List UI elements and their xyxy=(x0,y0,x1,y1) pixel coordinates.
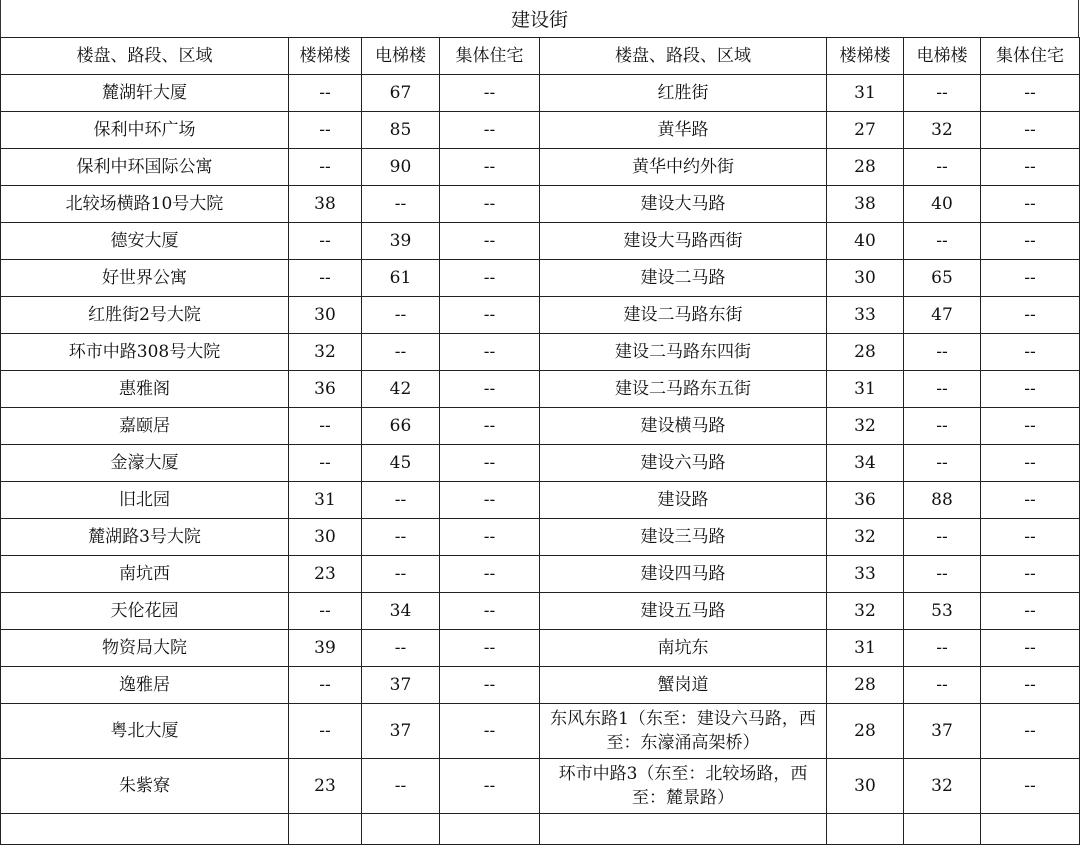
table-cell xyxy=(981,814,1080,845)
table-cell: -- xyxy=(289,260,362,297)
table-row xyxy=(1,759,1080,814)
table-cell: 黄华路 xyxy=(540,112,827,149)
table-cell xyxy=(904,814,981,845)
table-cell: 37 xyxy=(362,667,440,704)
table-cell: 34 xyxy=(827,445,904,482)
table-row xyxy=(1,814,1080,845)
table-cell: -- xyxy=(289,704,362,759)
table-cell: 38 xyxy=(289,186,362,223)
table-cell: 建设二马路东四街 xyxy=(540,334,827,371)
table-row xyxy=(1,519,1080,556)
table-cell: -- xyxy=(981,445,1080,482)
table-cell: 28 xyxy=(827,334,904,371)
table-cell: 环市中路308号大院 xyxy=(1,334,289,371)
table-cell: 建设二马路东五街 xyxy=(540,371,827,408)
table-cell xyxy=(362,814,440,845)
table-row xyxy=(1,75,1080,112)
table-cell: 90 xyxy=(362,149,440,186)
table-cell: -- xyxy=(440,149,540,186)
table-cell: 嘉颐居 xyxy=(1,408,289,445)
header-cell: 楼盘、路段、区域 xyxy=(540,38,827,75)
table-cell: -- xyxy=(981,371,1080,408)
table-cell: 31 xyxy=(827,371,904,408)
table-cell: 德安大厦 xyxy=(1,223,289,260)
table-cell: -- xyxy=(440,334,540,371)
header-cell: 电梯楼 xyxy=(362,38,440,75)
table-row xyxy=(1,408,1080,445)
table-row xyxy=(1,297,1080,334)
table-cell: 40 xyxy=(827,223,904,260)
table-cell: 23 xyxy=(289,556,362,593)
table-cell: 36 xyxy=(827,482,904,519)
table-cell: -- xyxy=(440,482,540,519)
header-row xyxy=(1,38,1080,75)
table-cell: -- xyxy=(904,519,981,556)
table-cell: 88 xyxy=(904,482,981,519)
table-cell: -- xyxy=(440,260,540,297)
table-cell: -- xyxy=(981,759,1080,814)
table-cell xyxy=(540,814,827,845)
table-cell: 红胜街 xyxy=(540,75,827,112)
table-cell: 31 xyxy=(827,630,904,667)
table-cell: -- xyxy=(289,223,362,260)
table-cell: 45 xyxy=(362,445,440,482)
table-cell: 31 xyxy=(827,75,904,112)
table-cell xyxy=(1,814,289,845)
table-cell: 南坑东 xyxy=(540,630,827,667)
table-cell xyxy=(289,814,362,845)
table-cell: 北较场横路10号大院 xyxy=(1,186,289,223)
table-row xyxy=(1,556,1080,593)
table-cell: 天伦花园 xyxy=(1,593,289,630)
table-cell: 61 xyxy=(362,260,440,297)
header-cell: 楼梯楼 xyxy=(827,38,904,75)
header-cell: 楼梯楼 xyxy=(289,38,362,75)
table-cell: 朱紫寮 xyxy=(1,759,289,814)
header-cell: 电梯楼 xyxy=(904,38,981,75)
table-cell: 物资局大院 xyxy=(1,630,289,667)
table-cell: 建设六马路 xyxy=(540,445,827,482)
table-cell: 32 xyxy=(827,408,904,445)
table-cell: -- xyxy=(904,334,981,371)
table-cell: -- xyxy=(440,112,540,149)
table-cell: -- xyxy=(440,75,540,112)
table-cell: 惠雅阁 xyxy=(1,371,289,408)
table-cell: 30 xyxy=(289,519,362,556)
table-cell: 37 xyxy=(904,704,981,759)
table-row xyxy=(1,371,1080,408)
table-cell: 蟹岗道 xyxy=(540,667,827,704)
table-cell: 建设四马路 xyxy=(540,556,827,593)
table-cell: -- xyxy=(440,186,540,223)
table-cell: -- xyxy=(362,556,440,593)
table-cell: -- xyxy=(289,149,362,186)
table-cell: -- xyxy=(981,630,1080,667)
table-cell: 建设横马路 xyxy=(540,408,827,445)
table-cell: -- xyxy=(440,519,540,556)
table-row xyxy=(1,630,1080,667)
table-cell: -- xyxy=(289,445,362,482)
table-cell: -- xyxy=(362,482,440,519)
table-cell: -- xyxy=(362,759,440,814)
table-cell xyxy=(827,814,904,845)
table-cell: 36 xyxy=(289,371,362,408)
table-cell: -- xyxy=(981,334,1080,371)
table-cell: 30 xyxy=(827,759,904,814)
table-cell: 32 xyxy=(827,593,904,630)
table-cell: 麓湖路3号大院 xyxy=(1,519,289,556)
table-cell: -- xyxy=(904,630,981,667)
table-cell: 30 xyxy=(289,297,362,334)
table-cell: -- xyxy=(904,371,981,408)
table-cell: 66 xyxy=(362,408,440,445)
table-cell: -- xyxy=(440,630,540,667)
table-cell: 33 xyxy=(827,556,904,593)
table-row xyxy=(1,149,1080,186)
table-row xyxy=(1,112,1080,149)
table-cell: -- xyxy=(440,556,540,593)
table-cell: -- xyxy=(904,408,981,445)
table-cell: -- xyxy=(362,519,440,556)
table-cell: 67 xyxy=(362,75,440,112)
table-cell: 47 xyxy=(904,297,981,334)
table-cell: 28 xyxy=(827,704,904,759)
table-cell: -- xyxy=(289,408,362,445)
table-cell: -- xyxy=(981,186,1080,223)
table-cell: 37 xyxy=(362,704,440,759)
table-cell: -- xyxy=(289,112,362,149)
table-row xyxy=(1,445,1080,482)
table-cell xyxy=(440,814,540,845)
table-cell: 好世界公寓 xyxy=(1,260,289,297)
table-row xyxy=(1,334,1080,371)
table-cell: -- xyxy=(289,593,362,630)
table-cell: 建设五马路 xyxy=(540,593,827,630)
table-cell: 38 xyxy=(827,186,904,223)
table-cell: 逸雅居 xyxy=(1,667,289,704)
table-cell: 65 xyxy=(904,260,981,297)
table-cell: -- xyxy=(440,759,540,814)
table-cell: -- xyxy=(904,667,981,704)
table-cell: 30 xyxy=(827,260,904,297)
table-cell: 红胜街2号大院 xyxy=(1,297,289,334)
header-cell: 楼盘、路段、区域 xyxy=(1,38,289,75)
table-cell: 金濠大厦 xyxy=(1,445,289,482)
table-cell: -- xyxy=(440,371,540,408)
table-cell: 麓湖轩大厦 xyxy=(1,75,289,112)
table-cell: 39 xyxy=(362,223,440,260)
table-cell: -- xyxy=(981,667,1080,704)
table-cell: -- xyxy=(904,149,981,186)
table-cell: -- xyxy=(440,593,540,630)
table-cell: 南坑西 xyxy=(1,556,289,593)
table-row xyxy=(1,260,1080,297)
table-cell: -- xyxy=(981,408,1080,445)
table-row xyxy=(1,223,1080,260)
table-row xyxy=(1,667,1080,704)
table-cell: 建设大马路 xyxy=(540,186,827,223)
table-cell: -- xyxy=(904,223,981,260)
table-cell: 40 xyxy=(904,186,981,223)
table-cell: -- xyxy=(981,704,1080,759)
table-cell: 32 xyxy=(827,519,904,556)
table-cell: -- xyxy=(981,223,1080,260)
table-cell: -- xyxy=(904,556,981,593)
header-cell: 集体住宅 xyxy=(440,38,540,75)
table-cell: -- xyxy=(981,482,1080,519)
table-cell: 27 xyxy=(827,112,904,149)
table-cell: -- xyxy=(440,667,540,704)
table-cell: -- xyxy=(981,519,1080,556)
table-cell: 33 xyxy=(827,297,904,334)
table-cell: -- xyxy=(981,149,1080,186)
table-cell: -- xyxy=(981,112,1080,149)
table-cell: 23 xyxy=(289,759,362,814)
table-cell: -- xyxy=(981,297,1080,334)
table-cell: 85 xyxy=(362,112,440,149)
table-cell: 保利中环广场 xyxy=(1,112,289,149)
header-cell: 集体住宅 xyxy=(981,38,1080,75)
table-cell: 28 xyxy=(827,149,904,186)
table-cell: -- xyxy=(289,75,362,112)
table-cell: -- xyxy=(981,593,1080,630)
table-cell: -- xyxy=(440,223,540,260)
table-cell: 建设大马路西街 xyxy=(540,223,827,260)
table-cell: 32 xyxy=(904,759,981,814)
table-cell: -- xyxy=(981,260,1080,297)
table-cell: -- xyxy=(440,408,540,445)
table-cell: 42 xyxy=(362,371,440,408)
table-cell: -- xyxy=(362,630,440,667)
table-cell: 39 xyxy=(289,630,362,667)
table-cell: -- xyxy=(362,186,440,223)
table-cell: -- xyxy=(289,667,362,704)
table-cell: -- xyxy=(981,556,1080,593)
table-row xyxy=(1,704,1080,759)
table-cell: -- xyxy=(440,297,540,334)
table-cell: 建设二马路 xyxy=(540,260,827,297)
table-cell: -- xyxy=(362,334,440,371)
table-cell: 黄华中约外街 xyxy=(540,149,827,186)
table-cell: -- xyxy=(904,445,981,482)
table-row xyxy=(1,593,1080,630)
table-cell: 建设三马路 xyxy=(540,519,827,556)
table-title: 建设街 xyxy=(0,0,1079,37)
table-cell: -- xyxy=(362,297,440,334)
table-row xyxy=(1,186,1080,223)
table-cell: 保利中环国际公寓 xyxy=(1,149,289,186)
table-cell: 34 xyxy=(362,593,440,630)
table-cell: 32 xyxy=(289,334,362,371)
table-row xyxy=(1,482,1080,519)
table-cell: -- xyxy=(440,704,540,759)
table-cell: 旧北园 xyxy=(1,482,289,519)
table-cell: 建设二马路东街 xyxy=(540,297,827,334)
price-table xyxy=(0,37,1080,845)
table-cell: -- xyxy=(904,75,981,112)
table-cell: 28 xyxy=(827,667,904,704)
table-cell: 建设路 xyxy=(540,482,827,519)
table-cell: 粤北大厦 xyxy=(1,704,289,759)
table-cell: -- xyxy=(440,445,540,482)
table-cell: -- xyxy=(981,75,1080,112)
table-cell: 东风东路1（东至：建设六马路，西至：东濠涌高架桥） xyxy=(540,704,827,759)
table-cell: 31 xyxy=(289,482,362,519)
table-cell: 53 xyxy=(904,593,981,630)
table-cell: 环市中路3（东至：北较场路，西至：麓景路） xyxy=(540,759,827,814)
table-cell: 32 xyxy=(904,112,981,149)
